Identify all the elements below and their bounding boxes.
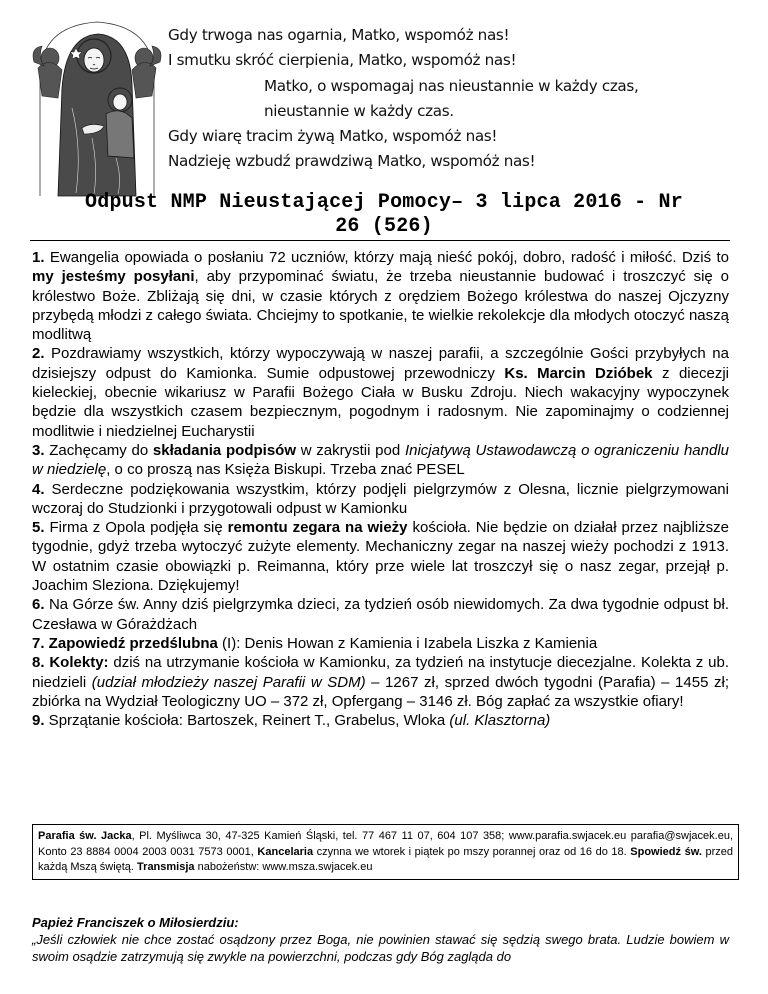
item-text: , aby przypominać światu, że trzeba nieustannie budować i troszczyć się o królestwo Boże. Zbliżają się dni, w czasie których z orędziem Bożego królestwa do naszej Ojczyzny przybędą młodzi z całego świata. Chciejmy to spotkanie, te wielkie rekolekcje dla młodych otoczyć naszą modlitwą: [32, 268, 729, 344]
item-number: 5.: [32, 519, 45, 537]
item-text: Na Górze św. Anny dziś pielgrzymka dzieci, za tydzień osób niewidomych. Za dwa tygodnie odpust bł. Czesława w Górażdżach: [32, 596, 729, 633]
item-text: Ewangelia opowiada o posłaniu 72 uczniów, którzy mają nieść pokój, dobro, radość i miłość. Dziś to: [44, 249, 729, 266]
broadcast-label: Transmisja: [137, 861, 195, 874]
item-text: Sprzątanie kościoła: Bartoszek, Reinert T., Grabelus, Wloka: [44, 712, 450, 730]
announcement-item: [32, 595, 729, 634]
item-text: w zakrystii pod: [296, 441, 405, 459]
item-text: , o co proszą nas Księża Biskupi. Trzeba znać PESEL: [106, 461, 465, 479]
item-italic: (udział młodzieży naszej Parafii w SDM): [91, 673, 366, 691]
office-label: Kancelaria: [257, 845, 314, 858]
hymn-line-6: Nadzieję wzbudź prawdziwą Matko, wspomóż nas!: [168, 152, 536, 170]
item-text: (I): Denis Howan z Kamienia i Izabela Liszka z Kamienia: [217, 634, 598, 652]
parish-name: Parafia św. Jacka: [38, 830, 132, 842]
announcement-item: [32, 344, 729, 440]
title-line-2: 26 (526): [335, 215, 433, 238]
broadcast-info: nabożeństw: www.msza.swjacek.eu: [194, 861, 373, 874]
item-text: Serdeczne podziękowania wszystkim, którzy podjęli pielgrzymów z Olesna, licznie pielgrzymowani wczoraj do Studzionki i przygotowali odpust w Kamionku: [32, 480, 729, 517]
hymn-line-1: Gdy trwoga nas ogarnia, Matko, wspomóż nas!: [168, 26, 510, 44]
page-title: [8, 191, 760, 239]
quote-title: Papież Franciszek o Miłosierdziu:: [32, 915, 239, 930]
announcement-item: [32, 711, 729, 730]
hymn-line-5: Gdy wiarę tracim żywą Matko, wspomóż nas!: [168, 127, 498, 145]
confession-info: przed każdą Mszą świętą.: [38, 845, 733, 874]
item-italic: (ul. Klasztorna): [449, 712, 551, 730]
item-number: 9.: [32, 712, 45, 730]
our-lady-of-perpetual-help-icon: [32, 18, 162, 198]
title-line-1: Odpust NMP Nieustającej Pomocy– 3 lipca 2016 - Nr: [85, 191, 683, 214]
announcements: [32, 248, 729, 730]
hymn-line-2: I smutku skróć cierpienia, Matko, wspomóż nas!: [168, 51, 517, 69]
item-highlight: Zapowiedź przedślubna: [44, 634, 218, 652]
page-header: [0, 0, 768, 238]
announcement-item: [32, 653, 729, 711]
item-number: 3.: [32, 441, 45, 459]
hymn-line-4: nieustannie w każdy czas.: [264, 102, 454, 120]
announcement-item: [32, 480, 729, 519]
title-divider: [30, 240, 730, 241]
parish-address: , Pl. Myśliwca 30, 47-325 Kamień Śląski, tel. 77 467 11 07, 604 107 358; www.parafia.swjacek.eu parafia@swjacek.eu, Konto 23 8884 0004 2003 0031 7573 0001,: [38, 830, 733, 858]
item-text: – 1267 zł, sprzed dwóch tygodni (Parafia) – 1455 zł; zbiórka na Wydział Teologiczny UO – 372 zł, Opfergang – 3146 zł. Bóg zapłać za wszystkie ofiary!: [32, 673, 729, 710]
item-highlight: remontu zegara na wieży: [227, 519, 408, 537]
parish-contact-box: [32, 824, 739, 880]
item-highlight: Ks. Marcin Dzióbek: [504, 364, 653, 382]
item-text: Zachęcamy do: [44, 441, 153, 459]
item-text: Pozdrawiamy wszystkich, którzy wypoczywają w naszej parafii, a szczególnie Gości przybyłych na dzisiejszy odpust do Kamionka. Sumie odpustowej przewodniczy: [32, 345, 729, 382]
item-text: kościoła. Nie będzie on działał przez najbliższe tygodnie, gdyż trzeba wytoczyć zużyte elementy. Mechaniczny zegar na naszej wieży pochodzi z 1913. W ostatnim czasie obowiązki p. Reimanna, który prze wiele lat troszczył się o nasz zegar, przejął p. Joachim Sleziona. Dziękujemy!: [32, 519, 729, 595]
madonna-icon-image: [32, 18, 162, 198]
item-number: 4.: [32, 480, 45, 498]
announcement-item: [32, 634, 729, 653]
announcement-item: [32, 248, 729, 344]
pope-quote: [32, 914, 729, 965]
item-highlight: my jesteśmy posyłani: [32, 268, 195, 286]
hymn-line-3: Matko, o wspomagaj nas nieustannie w każdy czas,: [264, 77, 639, 95]
item-text: z diecezji kieleckiej, obecnie wikariusz w Parafii Bożego Ciała w Busku Zdroju. Niech wakacyjny wypoczynek będzie dla wszystkich czasem bezpiecznym, pogodnym i radosnym. Nie zapominajmy o codziennej modlitwie i niedzielnej Eucharystii: [32, 364, 729, 440]
item-text: Firma z Opola podjęła się: [44, 519, 228, 537]
item-number: 2.: [32, 345, 45, 363]
quote-text: „Jeśli człowiek nie chce zostać osądzony przez Boga, nie powinien stawać się sędzią swego brata. Ludzie bowiem w swoim osądzie zatrzymują się zwykle na powierzchni, podczas gdy Bóg zagląda do: [32, 932, 729, 964]
item-text: dziś na utrzymanie kościoła w Kamionku, za tydzień na instytucje diecezjalne. Kolekta z ub. niedzieli: [32, 654, 729, 691]
announcement-item: [32, 441, 729, 480]
confession-label: Spowiedź św.: [630, 845, 702, 858]
item-highlight: Kolekty:: [44, 654, 109, 672]
item-number: 8.: [32, 654, 45, 672]
item-number: 7.: [32, 634, 45, 652]
item-number: 6.: [32, 596, 45, 614]
announcement-item: [32, 518, 729, 595]
office-hours: czynna we wtorek i piątek po mszy porannej oraz od 16 do 18.: [313, 845, 631, 858]
item-number: 1.: [32, 249, 45, 266]
item-highlight: składania podpisów: [152, 441, 296, 459]
item-italic: Inicjatywą Ustawodawczą o ograniczeniu handlu w niedzielę: [32, 441, 730, 479]
